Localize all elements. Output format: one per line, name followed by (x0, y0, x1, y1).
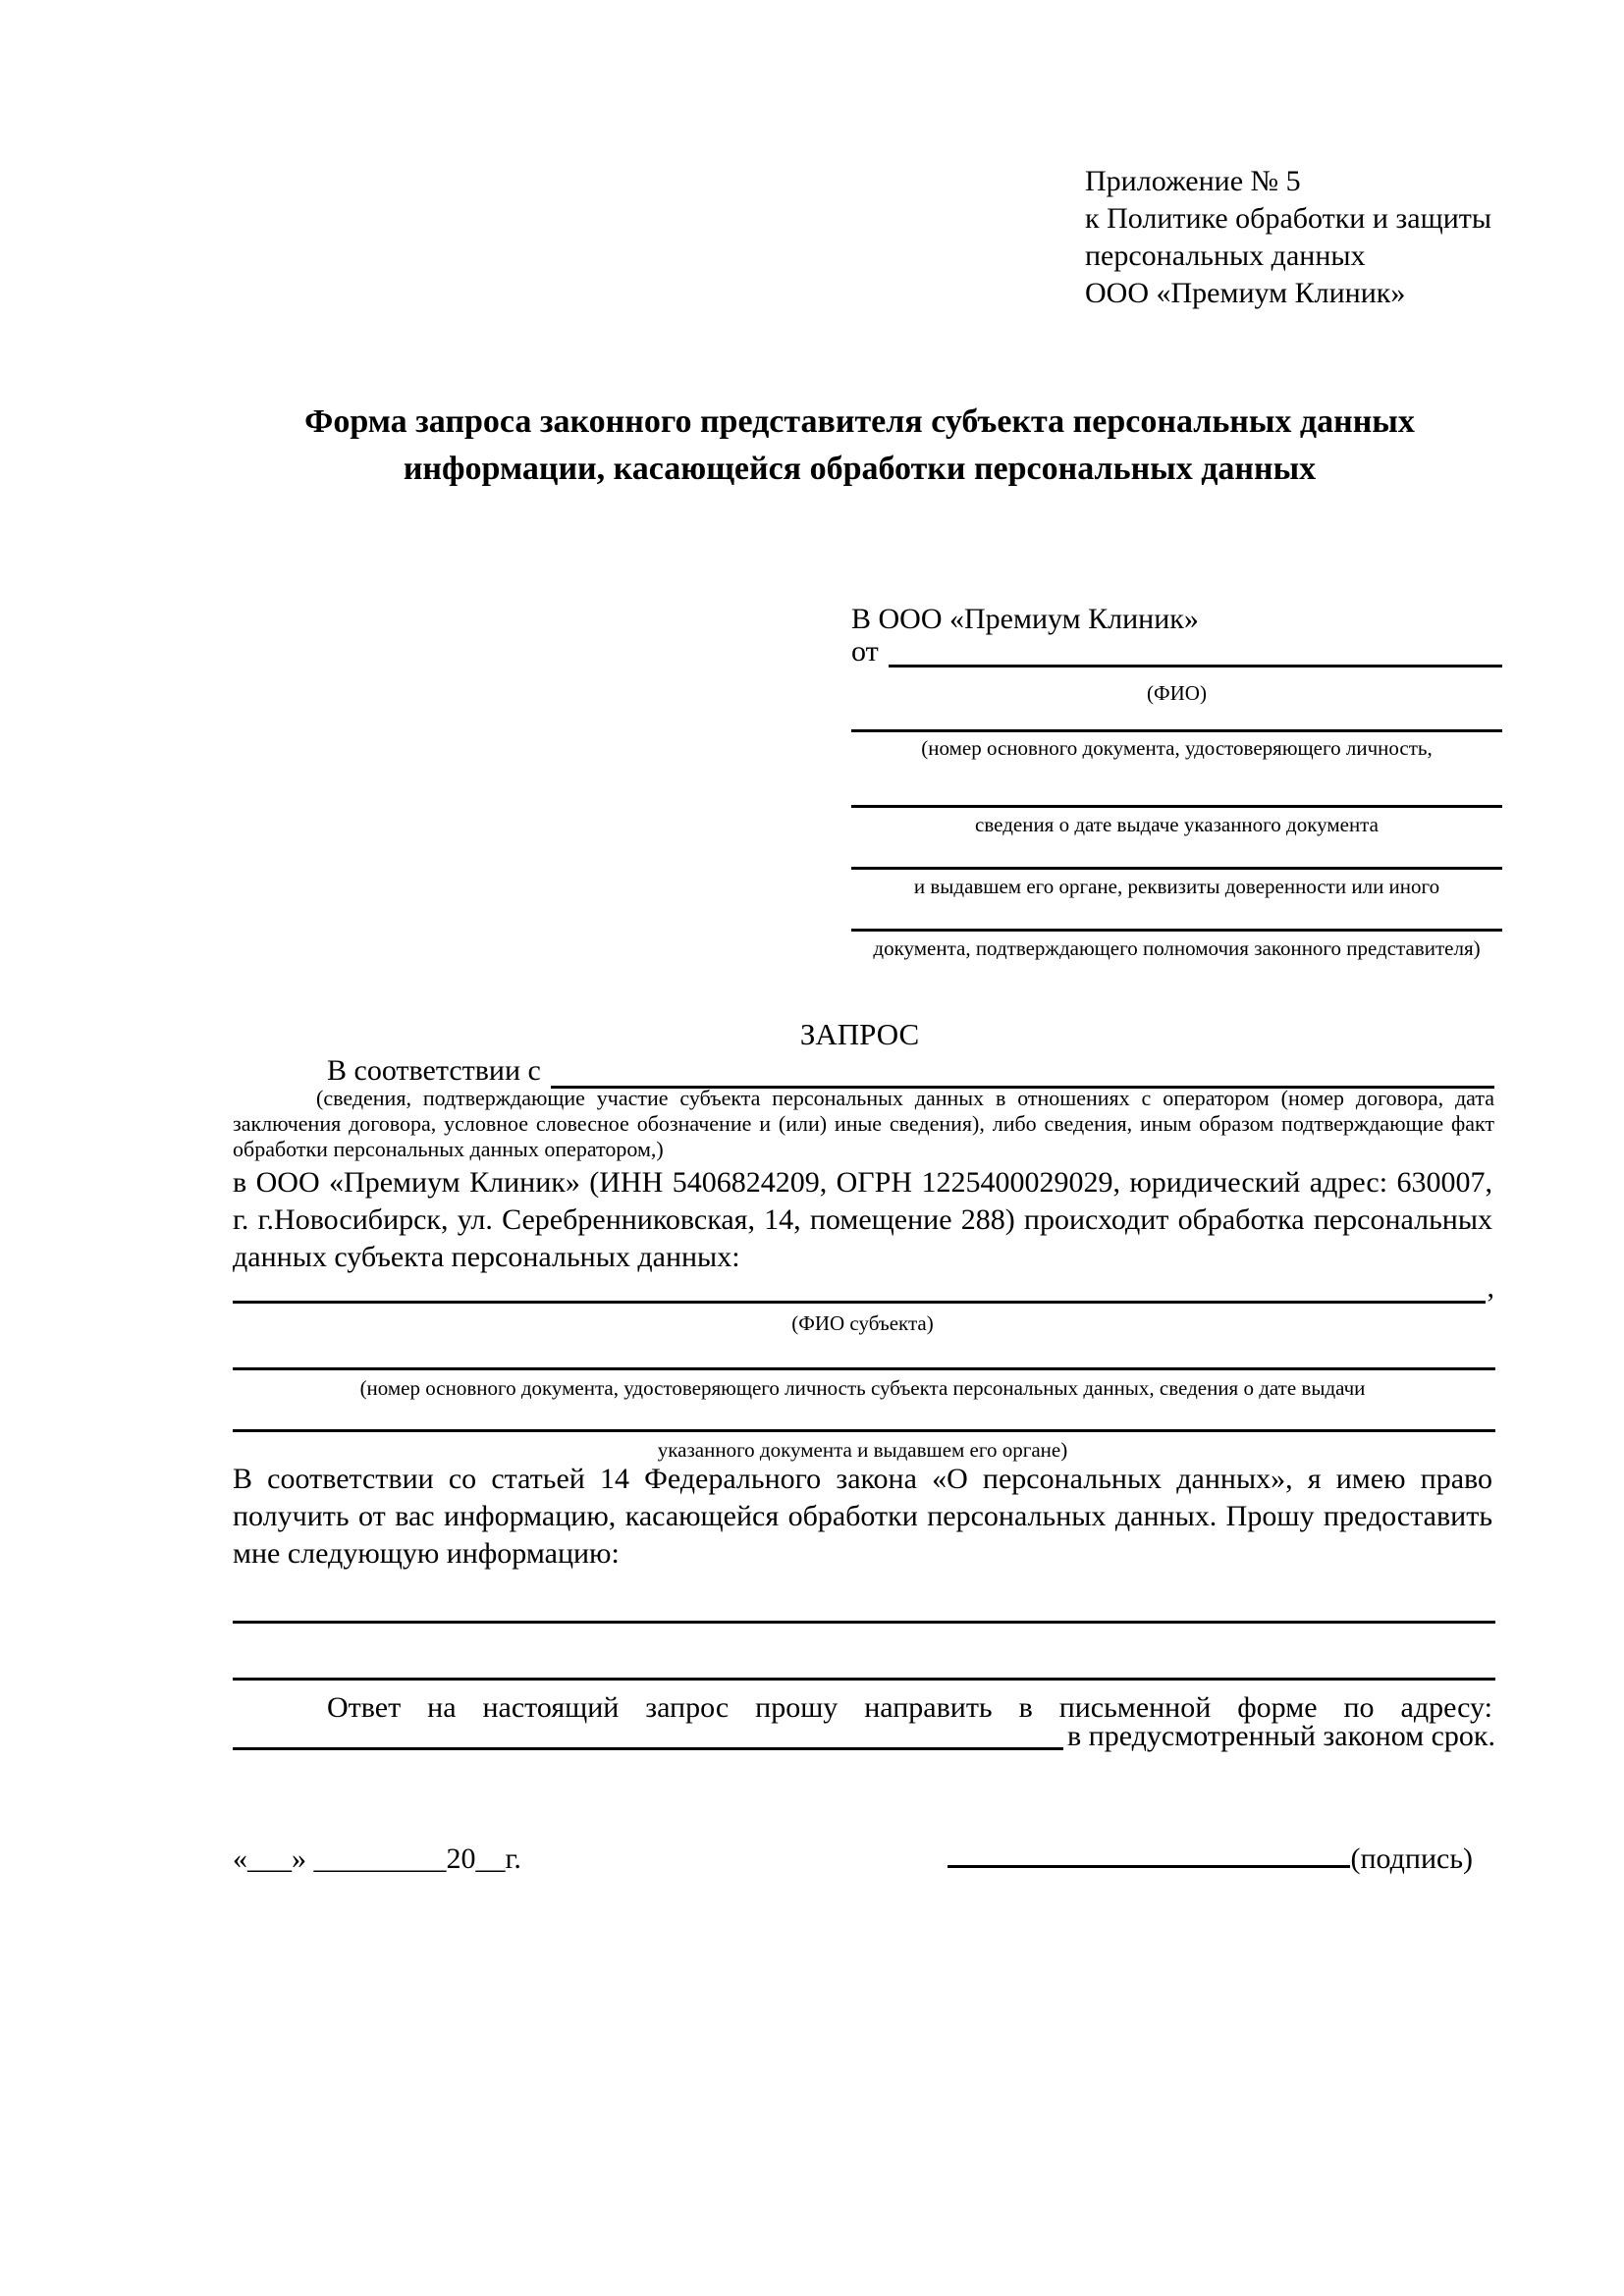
reply-tail: в предусмотренный законом срок. (1067, 1720, 1495, 1752)
doc-fill-line-1 (851, 729, 1502, 732)
addressee-from-label: от (851, 635, 879, 667)
signature-caption: (подпись) (1350, 1842, 1473, 1875)
annex-line: к Политике обработки и защиты (1085, 202, 1492, 235)
signature-fill-line (947, 1834, 1350, 1868)
law-paragraph: В соответствии со статьей 14 Федерального закона «О персональных данных», я имею право получить от вас информацию, касающейся обработки персональных данных. Прошу предоставить мне следующую информацию: (233, 1463, 1492, 1570)
subject-line-comma: , (1487, 1271, 1494, 1304)
subject-fill-row (233, 1272, 1494, 1304)
subject-doc-fill-line-2 (233, 1429, 1495, 1432)
info-fill-line-1 (233, 1621, 1495, 1624)
reply-address-fill-line (233, 1721, 1063, 1750)
accordance-row (233, 1053, 1494, 1089)
annex-line: персональных данных (1085, 240, 1366, 272)
subject-fio-fill-line (233, 1272, 1486, 1304)
doc-caption-3: и выдавшем его органе, реквизиты доверенности или иного (913, 875, 1440, 898)
document-title: Форма запроса законного представителя субъекта персональных данных информации, касающейся обработки персональных данных (304, 403, 1415, 487)
annex-line: Приложение № 5 (1085, 165, 1301, 197)
doc-caption-2: сведения о дате выдаче указанного документа (975, 813, 1379, 836)
doc-caption-1: (номер основного документа, удостоверяющего личность, (921, 736, 1433, 760)
reply-paragraph: Ответ на настоящий запрос прошу направить в письменной форме по адресу: (327, 1691, 1492, 1724)
subject-fio-caption: (ФИО субъекта) (791, 1311, 934, 1335)
addressee-from-row (851, 636, 1502, 667)
doc-fill-line-3 (851, 867, 1502, 870)
reply-fill-row (233, 1721, 1495, 1752)
signature-row (233, 1834, 1473, 1878)
annex-line: ООО «Премиум Клиник» (1085, 277, 1406, 309)
fio-fill-line (889, 636, 1502, 667)
signature-date: «___» _________20__г. (233, 1842, 521, 1875)
doc-fill-line-2 (851, 805, 1502, 808)
info-fill-line-2 (233, 1678, 1495, 1681)
operator-paragraph: в ООО «Премиум Клиник» (ИНН 5406824209, ОГРН 1225400029029, юридический адрес: 630007, г. г.Новосибирск, ул. Серебренниковская, 14, помещение 288) происходит обработка персональных данных субъекта персональных данных: (233, 1166, 1492, 1273)
accordance-fill-line (551, 1053, 1494, 1089)
fio-caption: (ФИО) (1147, 681, 1207, 705)
accordance-label: В соответствии с (327, 1054, 541, 1087)
subject-doc-caption-2: указанного документа и выдавшем его органе) (657, 1438, 1068, 1462)
request-heading: ЗАПРОС (799, 1017, 920, 1051)
doc-fill-line-4 (851, 929, 1502, 932)
doc-caption-4: документа, подтверждающего полномочия законного представителя) (873, 936, 1481, 960)
annex-block (1085, 163, 1517, 312)
subject-doc-caption-1: (номер основного документа, удостоверяющего личность субъекта персональных данных, сведения о дате выдачи (359, 1376, 1366, 1400)
subject-doc-fill-line-1 (233, 1367, 1495, 1370)
signature-group (947, 1834, 1473, 1878)
addressee-to: В ООО «Премиум Клиник» (851, 603, 1199, 635)
accordance-note: (сведения, подтверждающие участие субъекта персональных данных в отношениях с оператором (номер договора, дата заключения договора, условное словесное обозначение и (или) иные сведения), либо сведения, иным образом подтверждающие факт обработки персональных данных оператором,) (233, 1086, 1494, 1161)
